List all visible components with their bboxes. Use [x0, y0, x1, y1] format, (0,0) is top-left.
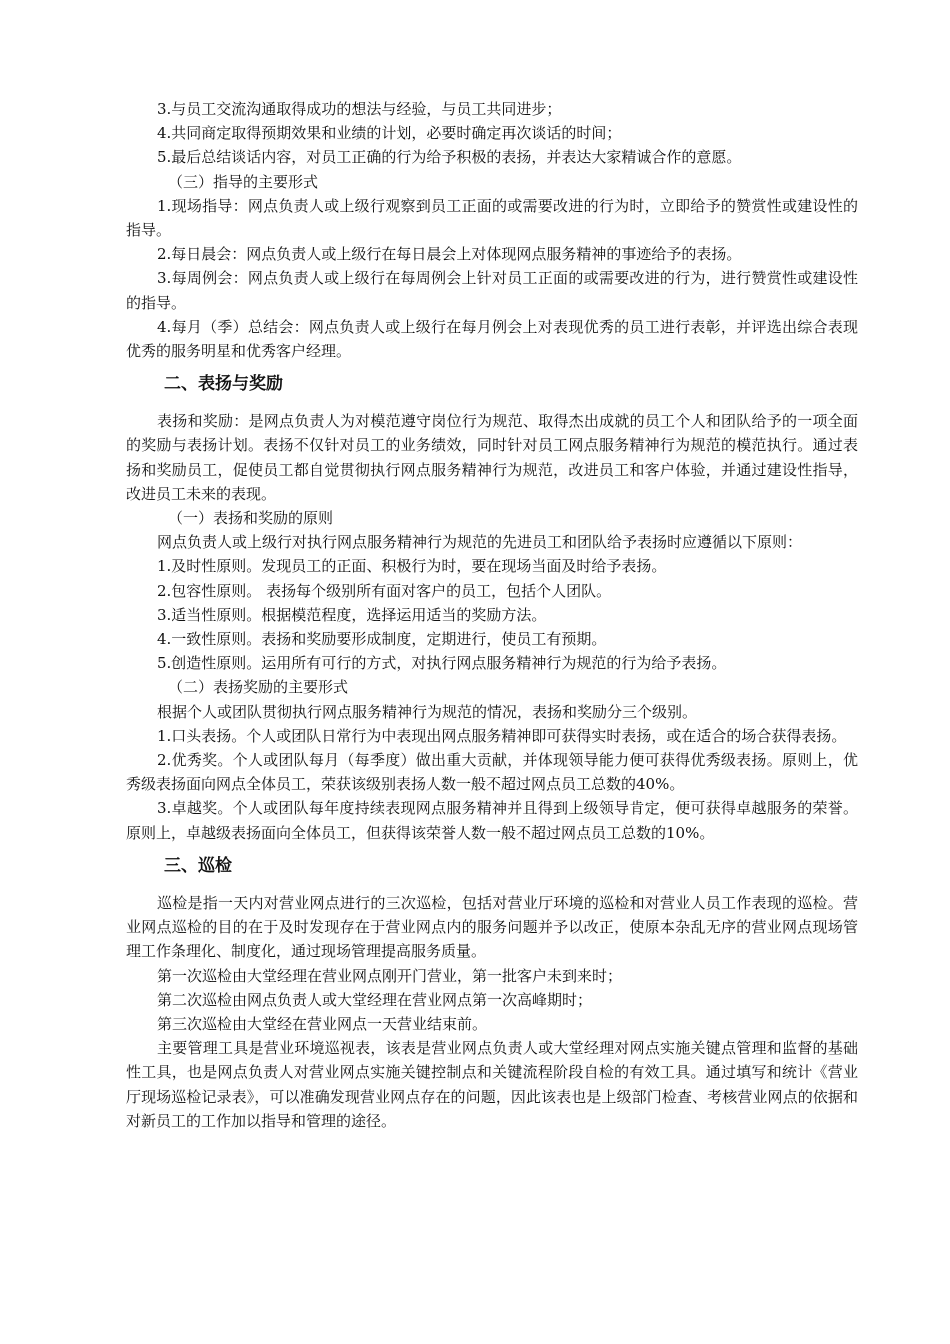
paragraph: 5.最后总结谈话内容，对员工正确的行为给予积极的表扬，并表达大家精诚合作的意愿。	[157, 148, 742, 167]
paragraph: 3.每周例会：网点负责人或上级行在每周例会上针对员工正面的或需要改进的行为，进行赞赏性或建设性的指导。	[126, 269, 858, 312]
section-heading: 二、表扬与奖励	[164, 374, 283, 395]
subheading: （二）表扬奖励的主要形式	[168, 678, 349, 697]
paragraph: 1.口头表扬。个人或团队日常行为中表现出网点服务精神即可获得实时表扬，或在适合的场合获得表扬。	[157, 726, 847, 745]
document-page	[126, 97, 858, 1133]
paragraph: 3.与员工交流沟通取得成功的想法与经验，与员工共同进步；	[157, 100, 562, 118]
paragraph: 根据个人或团队贯彻执行网点服务精神行为规范的情况，表扬和奖励分三个级别。	[157, 702, 698, 721]
paragraph: 4.每月（季）总结会：网点负责人或上级行在每月例会上对表现优秀的员工进行表彰，并评选出综合表现优秀的服务明星和优秀客户经理。	[126, 317, 858, 361]
paragraph: 4.共同商定取得预期效果和业绩的计划，必要时确定再次谈话的时间；	[157, 124, 622, 143]
paragraph: 第三次巡检由大堂经在营业网点一天营业结束前。	[157, 1014, 488, 1033]
paragraph: 主要管理工具是营业环境巡视表，该表是营业网点负责人或大堂经理对网点实施关键点管理和监督的基础性工具，也是网点负责人对营业网点实施关键控制点和关键流程阶段自检的有效工具。通过填写和统计《营业厅现场巡检记录表》，可以准确发现营业网点存在的问题，因此该表也是上级部门检查、考核营业网点的依据和对新员工的工作加以指导和管理的途径。	[126, 1039, 858, 1130]
paragraph: 1.及时性原则。发现员工的正面、积极行为时，要在现场当面及时给予表扬。	[157, 557, 667, 576]
paragraph: 第二次巡检由网点负责人或大堂经理在营业网点第一次高峰期时；	[157, 990, 593, 1009]
subheading: （三）指导的主要形式	[168, 172, 319, 191]
paragraph: 2.包容性原则。 表扬每个级别所有面对客户的员工，包括个人团队。	[157, 581, 612, 600]
paragraph: 4.一致性原则。表扬和奖励要形成制度，定期进行，使员工有预期。	[157, 630, 607, 649]
paragraph: 1.现场指导：网点负责人或上级行观察到员工正面的或需要改进的行为时，立即给予的赞赏性或建设性的指导。	[126, 196, 858, 240]
paragraph: 3.卓越奖。个人或团队每年度持续表现网点服务精神并且得到上级领导肯定，便可获得卓越服务的荣誉。原则上，卓越级表扬面向全体员工，但获得该荣誉人数一般不超过网点员工总数的10%。	[126, 799, 858, 842]
paragraph: 2.每日晨会：网点负责人或上级行在每日晨会上对体现网点服务精神的事迹给予的表扬。	[157, 245, 742, 264]
paragraph: 5.创造性原则。运用所有可行的方式，对执行网点服务精神行为规范的行为给予表扬。	[157, 654, 727, 673]
paragraph: 2.优秀奖。个人或团队每月（每季度）做出重大贡献，并体现领导能力便可获得优秀级表扬。原则上，优秀级表扬面向网点全体员工，荣获该级别表扬人数一般不超过网点员工总数的40%。	[126, 751, 858, 794]
paragraph: 表扬和奖励：是网点负责人为对模范遵守岗位行为规范、取得杰出成就的员工个人和团队给予的一项全面的奖励与表扬计划。表扬不仅针对员工的业务绩效，同时针对员工网点服务精神行为规范的模范执行。通过表扬和奖励员工，促使员工都自觉贯彻执行网点服务精神行为规范，改进员工和客户体验，并通过建设性指导，改进员工未来的表现。	[126, 412, 858, 503]
section-heading: 三、巡检	[164, 855, 232, 876]
paragraph: 网点负责人或上级行对执行网点服务精神行为规范的先进员工和团队给予表扬时应遵循以下原则：	[157, 533, 803, 552]
paragraph: 3.适当性原则。根据模范程度，选择运用适当的奖励方法。	[157, 605, 547, 624]
paragraph: 第一次巡检由大堂经理在营业网点刚开门营业，第一批客户未到来时；	[157, 966, 623, 985]
subheading: （一）表扬和奖励的原则	[168, 509, 334, 528]
paragraph: 巡检是指一天内对营业网点进行的三次巡检，包括对营业厅环境的巡检和对营业人员工作表现的巡检。营业网点巡检的目的在于及时发现存在于营业网点内的服务问题并予以改正，使原本杂乱无序的营业网点现场管理工作条理化、制度化，通过现场管理提高服务质量。	[126, 893, 858, 961]
